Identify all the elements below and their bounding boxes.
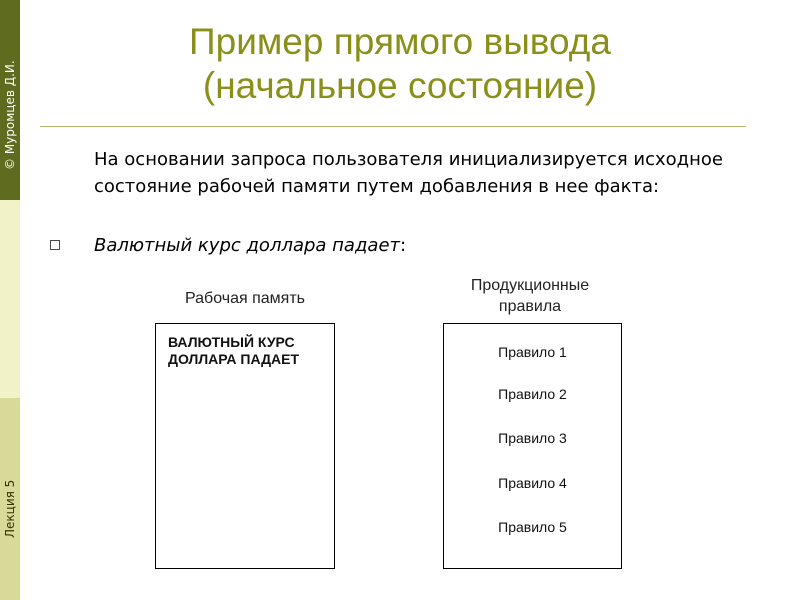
slide-title-line1: Пример прямого вывода <box>189 21 611 62</box>
working-memory-box <box>155 323 335 569</box>
intro-paragraph: На основании запроса пользователя инициализируется исходное состояние рабочей памяти путем добавления в нее факта: <box>94 149 723 197</box>
rule-item: Правило 4 <box>498 475 567 491</box>
working-memory-fact-line2: ДОЛЛАРА ПАДАЕТ <box>168 351 300 367</box>
title-divider <box>40 126 746 127</box>
working-memory-fact <box>168 334 299 368</box>
rules-label-line1: Продукционные <box>470 277 590 294</box>
rule-item: Правило 2 <box>498 386 567 402</box>
bullet-fact: Валютный курс доллара падает <box>94 235 400 256</box>
rule-item: Правило 5 <box>498 519 567 535</box>
bullet-item <box>48 232 748 260</box>
rules-label <box>440 275 620 317</box>
author-credit: © Муромцев Д.И. <box>3 60 17 170</box>
working-memory-label: Рабочая память <box>185 290 305 307</box>
rules-box <box>443 323 622 569</box>
slide-title-line2: (начальное состояние) <box>202 65 598 106</box>
square-bullet-icon <box>50 240 60 250</box>
sidebar <box>0 0 20 600</box>
slide-title <box>40 20 760 108</box>
rules-label-line2: правила <box>498 298 562 315</box>
rule-item: Правило 1 <box>498 344 567 360</box>
bullet-item-text <box>94 232 406 259</box>
rule-item: Правило 3 <box>498 430 567 446</box>
sidebar-middle-band <box>0 200 20 398</box>
bullet-colon: : <box>400 235 407 256</box>
working-memory-fact-line1: ВАЛЮТНЫЙ КУРС <box>168 334 295 350</box>
lecture-label: Лекция 5 <box>3 479 17 538</box>
